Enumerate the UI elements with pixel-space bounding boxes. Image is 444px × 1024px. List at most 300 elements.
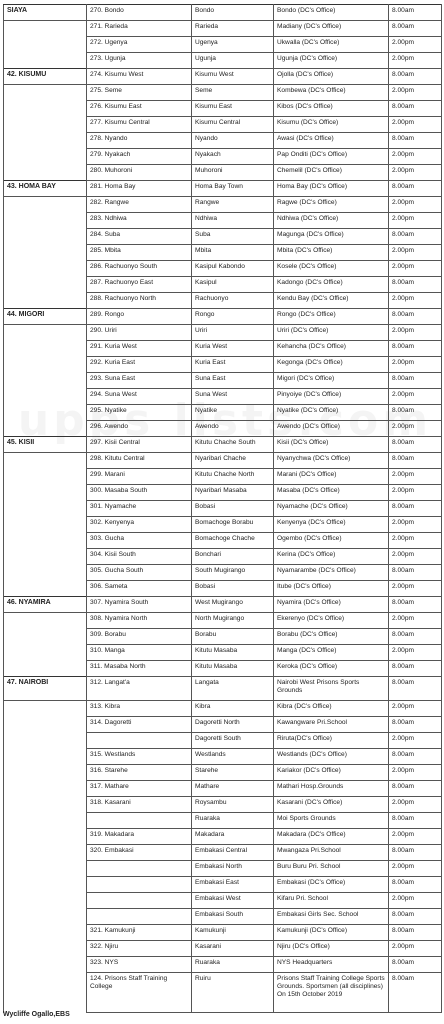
constituency-cell: 282. Rangwe — [87, 197, 192, 213]
constituency-cell — [87, 813, 192, 829]
constituency-cell: 289. Rongo — [87, 309, 192, 325]
sub-county-cell: Bomachoge Borabu — [192, 517, 274, 533]
sub-county-cell: Borabu — [192, 629, 274, 645]
time-cell: 8.00am — [389, 501, 442, 517]
county-cell — [4, 797, 87, 813]
time-cell: 2.00pm — [389, 517, 442, 533]
table-row — [4, 597, 442, 613]
constituency-cell: 307. Nyamira South — [87, 597, 192, 613]
county-cell — [4, 765, 87, 781]
constituency-cell: 294. Suna West — [87, 389, 192, 405]
table-row — [4, 797, 442, 813]
sub-county-cell: Kitutu Masaba — [192, 645, 274, 661]
venue-cell: Marani (DC's Office) — [274, 469, 389, 485]
time-cell: 8.00am — [389, 845, 442, 861]
venue-cell: Kehancha (DC's Office) — [274, 341, 389, 357]
constituency-cell: 299. Marani — [87, 469, 192, 485]
sub-county-cell: Ruiru — [192, 973, 274, 1013]
time-cell: 2.00pm — [389, 485, 442, 501]
constituency-cell: 298. Kitutu Central — [87, 453, 192, 469]
constituency-cell: 272. Ugenya — [87, 37, 192, 53]
county-cell — [4, 149, 87, 165]
sub-county-cell: Nyakach — [192, 149, 274, 165]
constituency-cell: 309. Borabu — [87, 629, 192, 645]
venue-cell: Ukwalla (DC's Office) — [274, 37, 389, 53]
constituency-cell: 318. Kasarani — [87, 797, 192, 813]
sub-county-cell: Homa Bay Town — [192, 181, 274, 197]
constituency-cell: 319. Makadara — [87, 829, 192, 845]
time-cell: 8.00am — [389, 181, 442, 197]
constituency-cell: 280. Muhoroni — [87, 165, 192, 181]
venue-cell: Prisons Staff Training College Sports Grounds. Sportsmen (all disciplines) On 15th October 2019 — [274, 973, 389, 1013]
sub-county-cell: North Mugirango — [192, 613, 274, 629]
table-row — [4, 37, 442, 53]
time-cell: 2.00pm — [389, 293, 442, 309]
table-row — [4, 941, 442, 957]
time-cell: 2.00pm — [389, 469, 442, 485]
table-row — [4, 661, 442, 677]
constituency-cell: 296. Awendo — [87, 421, 192, 437]
constituency-cell: 314. Dagoretti — [87, 717, 192, 733]
time-cell: 8.00am — [389, 629, 442, 645]
venue-cell: Buru Buru Pri. School — [274, 861, 389, 877]
county-cell — [4, 501, 87, 517]
time-cell: 2.00pm — [389, 165, 442, 181]
county-cell — [4, 717, 87, 733]
table-row — [4, 437, 442, 453]
constituency-cell: 285. Mbita — [87, 245, 192, 261]
county-cell — [4, 373, 87, 389]
sub-county-cell: Ruaraka — [192, 957, 274, 973]
venue-cell: Nairobi West Prisons Sports Grounds — [274, 677, 389, 701]
constituency-cell: 312. Langat'a — [87, 677, 192, 701]
sub-county-cell: West Mugirango — [192, 597, 274, 613]
county-cell — [4, 165, 87, 181]
time-cell: 2.00pm — [389, 37, 442, 53]
sub-county-cell: Ugunja — [192, 53, 274, 69]
table-row — [4, 85, 442, 101]
venue-cell: Pap Onditi (DC's Office) — [274, 149, 389, 165]
venue-cell: Ndhiwa (DC's Office) — [274, 213, 389, 229]
sub-county-cell: Dagoretti South — [192, 733, 274, 749]
table-row — [4, 341, 442, 357]
venue-cell: Kegonga (DC's Office) — [274, 357, 389, 373]
constituency-cell: 323. NYS — [87, 957, 192, 973]
venue-cell: Ojolla (DC's Office) — [274, 69, 389, 85]
table-row — [4, 677, 442, 701]
sub-county-cell: Suna West — [192, 389, 274, 405]
venue-cell: Magunga (DC's Office) — [274, 229, 389, 245]
venue-cell: Itube (DC's Office) — [274, 581, 389, 597]
sub-county-cell: Embakasi West — [192, 893, 274, 909]
sub-county-cell: Bondo — [192, 5, 274, 21]
venue-cell: Kendu Bay (DC's Office) — [274, 293, 389, 309]
constituency-cell: 278. Nyando — [87, 133, 192, 149]
table-row — [4, 717, 442, 733]
table-row — [4, 357, 442, 373]
table-row — [4, 405, 442, 421]
table-row — [4, 197, 442, 213]
time-cell: 2.00pm — [389, 645, 442, 661]
county-cell — [4, 389, 87, 405]
signature: Wycliffe Ogallo,EBS — [3, 1011, 70, 1018]
table-row — [4, 565, 442, 581]
constituency-cell: 311. Masaba North — [87, 661, 192, 677]
venue-cell: Masaba (DC's Office) — [274, 485, 389, 501]
table-row — [4, 845, 442, 861]
time-cell: 2.00pm — [389, 893, 442, 909]
sub-county-cell: Westlands — [192, 749, 274, 765]
sub-county-cell: Kibra — [192, 701, 274, 717]
table-row — [4, 229, 442, 245]
county-cell — [4, 733, 87, 749]
venue-cell: Kifaru Pri. School — [274, 893, 389, 909]
constituency-cell: 124. Prisons Staff Training College — [87, 973, 192, 1013]
venue-cell: Njiru (DC's Office) — [274, 941, 389, 957]
constituency-cell: 287. Rachuonyo East — [87, 277, 192, 293]
venue-cell: Mathari Hosp.Grounds — [274, 781, 389, 797]
county-cell — [4, 85, 87, 101]
sub-county-cell: Ruaraka — [192, 813, 274, 829]
county-cell: SIAYA — [4, 5, 87, 21]
venue-cell: Awasi (DC's Office) — [274, 133, 389, 149]
constituency-cell: 273. Ugunja — [87, 53, 192, 69]
county-cell — [4, 893, 87, 909]
constituency-cell: 317. Mathare — [87, 781, 192, 797]
sub-county-cell: Nyaribari Chache — [192, 453, 274, 469]
constituency-cell: 274. Kisumu West — [87, 69, 192, 85]
time-cell: 2.00pm — [389, 549, 442, 565]
venue-cell: Kariakor (DC's Office) — [274, 765, 389, 781]
table-row — [4, 373, 442, 389]
time-cell: 8.00am — [389, 957, 442, 973]
sub-county-cell: Embakasi South — [192, 909, 274, 925]
table-row — [4, 861, 442, 877]
table-row — [4, 613, 442, 629]
sub-county-cell: Rangwe — [192, 197, 274, 213]
constituency-cell: 302. Kenyenya — [87, 517, 192, 533]
time-cell: 8.00am — [389, 5, 442, 21]
sub-county-cell: Kuria West — [192, 341, 274, 357]
sub-county-cell: Kasipul — [192, 277, 274, 293]
county-cell — [4, 909, 87, 925]
time-cell: 2.00pm — [389, 325, 442, 341]
county-cell — [4, 813, 87, 829]
county-cell — [4, 629, 87, 645]
venue-cell: Kamukunji (DC's Office) — [274, 925, 389, 941]
constituency-cell: 276. Kisumu East — [87, 101, 192, 117]
sub-county-cell: Kitutu Chache South — [192, 437, 274, 453]
sub-county-cell: Awendo — [192, 421, 274, 437]
time-cell: 8.00am — [389, 877, 442, 893]
table-row — [4, 549, 442, 565]
table-row — [4, 245, 442, 261]
time-cell: 2.00pm — [389, 117, 442, 133]
sub-county-cell: Kisumu West — [192, 69, 274, 85]
county-cell — [4, 421, 87, 437]
time-cell: 8.00am — [389, 437, 442, 453]
table-row — [4, 21, 442, 37]
county-cell — [4, 829, 87, 845]
constituency-cell: 321. Kamukunji — [87, 925, 192, 941]
sub-county-cell: Rachuonyo — [192, 293, 274, 309]
constituency-cell: 297. Kisii Central — [87, 437, 192, 453]
venue-cell: Kosele (DC's Office) — [274, 261, 389, 277]
sub-county-cell: Dagoretti North — [192, 717, 274, 733]
time-cell: 2.00pm — [389, 149, 442, 165]
venue-cell: Ugunja (DC's Office) — [274, 53, 389, 69]
table-row — [4, 117, 442, 133]
county-cell — [4, 117, 87, 133]
county-cell — [4, 229, 87, 245]
constituency-cell: 288. Rachuonyo North — [87, 293, 192, 309]
sub-county-cell: Roysambu — [192, 797, 274, 813]
county-cell: 45. KISII — [4, 437, 87, 453]
constituency-cell: 292. Kuria East — [87, 357, 192, 373]
venue-cell: Mbita (DC's Office) — [274, 245, 389, 261]
time-cell: 2.00pm — [389, 245, 442, 261]
sub-county-cell: Kasarani — [192, 941, 274, 957]
time-cell: 2.00pm — [389, 613, 442, 629]
table-row — [4, 389, 442, 405]
venue-cell: Embakasi Girls Sec. School — [274, 909, 389, 925]
table-row — [4, 293, 442, 309]
venue-cell: Nyamarambe (DC's Office) — [274, 565, 389, 581]
venue-cell: Embakasi (DC's Office) — [274, 877, 389, 893]
table-row — [4, 149, 442, 165]
county-cell — [4, 325, 87, 341]
constituency-cell: 322. Njiru — [87, 941, 192, 957]
constituency-cell: 300. Masaba South — [87, 485, 192, 501]
time-cell: 8.00am — [389, 373, 442, 389]
time-cell: 2.00pm — [389, 421, 442, 437]
time-cell: 2.00pm — [389, 941, 442, 957]
constituency-cell: 277. Kisumu Central — [87, 117, 192, 133]
table-row — [4, 453, 442, 469]
table-row — [4, 581, 442, 597]
venue-cell: Riruta(DC's Office) — [274, 733, 389, 749]
venue-cell: Ragwe (DC's Office) — [274, 197, 389, 213]
venue-cell: Migori (DC's Office) — [274, 373, 389, 389]
constituency-cell — [87, 733, 192, 749]
venue-cell: Homa Bay (DC's Office) — [274, 181, 389, 197]
table-row — [4, 877, 442, 893]
time-cell: 8.00am — [389, 565, 442, 581]
venue-cell: Kadongo (DC's Office) — [274, 277, 389, 293]
table-row — [4, 629, 442, 645]
county-cell — [4, 781, 87, 797]
constituency-cell: 303. Gucha — [87, 533, 192, 549]
time-cell: 8.00am — [389, 309, 442, 325]
county-cell — [4, 549, 87, 565]
table-row — [4, 469, 442, 485]
constituency-cell: 283. Ndhiwa — [87, 213, 192, 229]
time-cell: 8.00am — [389, 749, 442, 765]
sub-county-cell: Makadara — [192, 829, 274, 845]
venue-cell: Uriri (DC's Office) — [274, 325, 389, 341]
county-cell — [4, 21, 87, 37]
time-cell: 8.00am — [389, 101, 442, 117]
constituency-cell: 286. Rachuonyo South — [87, 261, 192, 277]
table-row — [4, 973, 442, 1013]
time-cell: 8.00am — [389, 597, 442, 613]
constituency-cell — [87, 909, 192, 925]
table-row — [4, 421, 442, 437]
county-cell — [4, 749, 87, 765]
venue-cell: Ogembo (DC's Office) — [274, 533, 389, 549]
constituency-cell: 316. Starehe — [87, 765, 192, 781]
time-cell: 2.00pm — [389, 829, 442, 845]
sub-county-cell: Mbita — [192, 245, 274, 261]
county-cell: 47. NAIROBI — [4, 677, 87, 701]
table-row — [4, 957, 442, 973]
venue-cell: Pinyoiye (DC's Office) — [274, 389, 389, 405]
time-cell: 8.00am — [389, 133, 442, 149]
sub-county-cell: Kamukunji — [192, 925, 274, 941]
venue-cell: Westlands (DC's Office) — [274, 749, 389, 765]
venue-cell: Moi Sports Grounds — [274, 813, 389, 829]
constituency-cell: 284. Suba — [87, 229, 192, 245]
table-row — [4, 53, 442, 69]
table-row — [4, 517, 442, 533]
sub-county-cell: Starehe — [192, 765, 274, 781]
constituency-cell: 279. Nyakach — [87, 149, 192, 165]
sub-county-cell: Embakasi North — [192, 861, 274, 877]
county-cell — [4, 957, 87, 973]
venue-cell: Kibra (DC's Office) — [274, 701, 389, 717]
constituency-cell: 270. Bondo — [87, 5, 192, 21]
constituency-cell — [87, 893, 192, 909]
sub-county-cell: Bonchari — [192, 549, 274, 565]
sub-county-cell: Kasipul Kabondo — [192, 261, 274, 277]
county-cell: 44. MIGORI — [4, 309, 87, 325]
table-row — [4, 813, 442, 829]
sub-county-cell: Kisumu Central — [192, 117, 274, 133]
table-row — [4, 101, 442, 117]
county-cell — [4, 565, 87, 581]
county-cell: 43. HOMA BAY — [4, 181, 87, 197]
constituency-cell: 293. Suna East — [87, 373, 192, 389]
sub-county-cell: Rongo — [192, 309, 274, 325]
time-cell: 2.00pm — [389, 389, 442, 405]
sub-county-cell: South Mugirango — [192, 565, 274, 581]
recruitment-schedule-table — [3, 4, 441, 1013]
county-cell — [4, 517, 87, 533]
sub-county-cell: Kuria East — [192, 357, 274, 373]
venue-cell: Mwangaza Pri.School — [274, 845, 389, 861]
county-cell — [4, 197, 87, 213]
time-cell: 8.00am — [389, 717, 442, 733]
venue-cell: NYS Headquarters — [274, 957, 389, 973]
county-cell — [4, 877, 87, 893]
county-cell — [4, 357, 87, 373]
venue-cell: Nyamache (DC's Office) — [274, 501, 389, 517]
venue-cell: Rongo (DC's Office) — [274, 309, 389, 325]
constituency-cell: 271. Rarieda — [87, 21, 192, 37]
venue-cell: Ekerenyo (DC's Office) — [274, 613, 389, 629]
county-cell — [4, 277, 87, 293]
county-cell — [4, 973, 87, 1013]
sub-county-cell: Nyatike — [192, 405, 274, 421]
table-row — [4, 181, 442, 197]
table-row — [4, 309, 442, 325]
county-cell — [4, 941, 87, 957]
time-cell: 2.00pm — [389, 701, 442, 717]
venue-cell: Makadara (DC's Office) — [274, 829, 389, 845]
venue-cell: Kerina (DC's Office) — [274, 549, 389, 565]
venue-cell: Nyanychwa (DC's Office) — [274, 453, 389, 469]
sub-county-cell: Kitutu Masaba — [192, 661, 274, 677]
time-cell: 8.00am — [389, 925, 442, 941]
constituency-cell: 295. Nyatike — [87, 405, 192, 421]
time-cell: 2.00pm — [389, 85, 442, 101]
table-row — [4, 485, 442, 501]
sub-county-cell: Bobasi — [192, 581, 274, 597]
county-cell — [4, 845, 87, 861]
county-cell — [4, 533, 87, 549]
venue-cell: Kombewa (DC's Office) — [274, 85, 389, 101]
sub-county-cell: Uriri — [192, 325, 274, 341]
venue-cell: Nyatike (DC's Office) — [274, 405, 389, 421]
sub-county-cell: Suna East — [192, 373, 274, 389]
time-cell: 8.00am — [389, 677, 442, 701]
table-row — [4, 749, 442, 765]
sub-county-cell: Kitutu Chache North — [192, 469, 274, 485]
constituency-cell: 291. Kuria West — [87, 341, 192, 357]
venue-cell: Borabu (DC's Office) — [274, 629, 389, 645]
table-row — [4, 829, 442, 845]
county-cell — [4, 485, 87, 501]
sub-county-cell: Kisumu East — [192, 101, 274, 117]
time-cell: 8.00am — [389, 277, 442, 293]
time-cell: 8.00am — [389, 453, 442, 469]
sub-county-cell: Bobasi — [192, 501, 274, 517]
table-row — [4, 277, 442, 293]
venue-cell: Kawangware Pri.School — [274, 717, 389, 733]
table-row — [4, 893, 442, 909]
time-cell: 8.00am — [389, 405, 442, 421]
county-cell — [4, 701, 87, 717]
county-cell — [4, 261, 87, 277]
county-cell: 42. KISUMU — [4, 69, 87, 85]
sub-county-cell: Embakasi Central — [192, 845, 274, 861]
time-cell: 8.00am — [389, 69, 442, 85]
county-cell — [4, 453, 87, 469]
time-cell: 2.00pm — [389, 533, 442, 549]
table-row — [4, 69, 442, 85]
time-cell: 8.00am — [389, 229, 442, 245]
time-cell: 2.00pm — [389, 861, 442, 877]
constituency-cell: 308. Nyamira North — [87, 613, 192, 629]
time-cell: 8.00am — [389, 813, 442, 829]
venue-cell: Keroka (DC's Office) — [274, 661, 389, 677]
table-row — [4, 165, 442, 181]
time-cell: 2.00pm — [389, 213, 442, 229]
time-cell: 8.00am — [389, 341, 442, 357]
county-cell — [4, 293, 87, 309]
venue-cell: Manga (DC's Office) — [274, 645, 389, 661]
venue-cell: Kisii (DC's Office) — [274, 437, 389, 453]
venue-cell: Kasarani (DC's Office) — [274, 797, 389, 813]
time-cell: 2.00pm — [389, 733, 442, 749]
sub-county-cell: Langata — [192, 677, 274, 701]
sub-county-cell: Nyaribari Masaba — [192, 485, 274, 501]
venue-cell: Awendo (DC's Office) — [274, 421, 389, 437]
constituency-cell — [87, 877, 192, 893]
time-cell: 8.00am — [389, 661, 442, 677]
table-row — [4, 261, 442, 277]
sub-county-cell: Nyando — [192, 133, 274, 149]
